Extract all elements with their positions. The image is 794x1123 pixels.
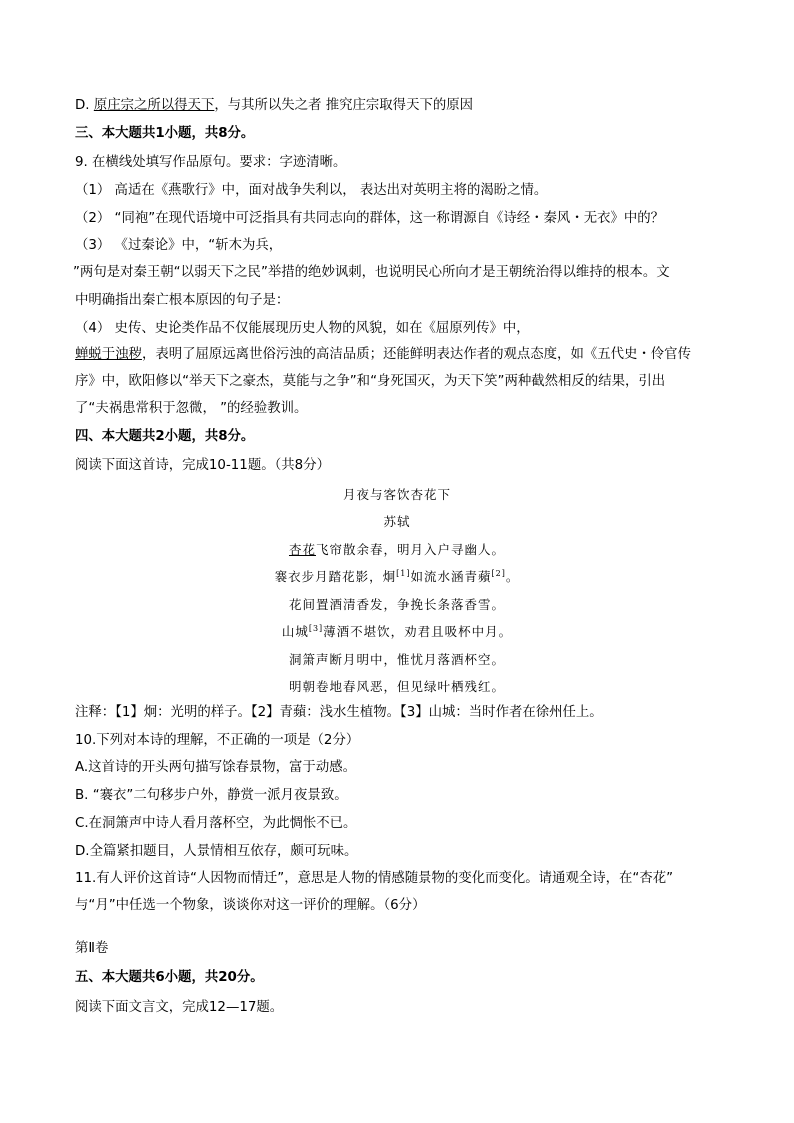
question-11: 11.有人评价这首诗“人因物而情迁”，意思是人物的情感随景物的变化而变化。请通观全诗，在“杏花” [75, 871, 674, 886]
option-text: ，与其所以失之者 推究庄宗取得天下的原因 [214, 98, 474, 113]
poem-author: 苏轼 [383, 514, 411, 529]
question-10: 10.下列对本诗的理解，不正确的一项是（2分） [75, 733, 360, 748]
poem-notes: 注释：【1】炯：光明的样子。【2】青蘋：浅水生植物。【3】山城：当时作者在徐州任上。 [75, 705, 603, 720]
question-9-4-cont3: 了“夫祸患常积于忽微， ”的经验教训。 [75, 401, 308, 416]
underlined-text: 原庄宗之所以得天下 [93, 98, 215, 113]
volume-2-heading: 第Ⅱ卷 [75, 941, 109, 956]
question-9-4-cont2: 序》中，欧阳修以“举天下之豪杰，莫能与之争”和“身死国灭，为天下笑”两种截然相反的结果，引出 [75, 374, 666, 389]
poem-line-3: 花间置酒清香发，争挽长条落香雪。 [288, 597, 505, 612]
poem-text: 山城 [281, 624, 309, 639]
section-3-heading: 三、本大题共1小题，共8分。 [75, 126, 255, 141]
poem-text: 飞帘散余春，明月入户寻幽人。 [316, 542, 506, 557]
question-text: ，表明了屈原远离世俗污浊的高洁品质；还能鲜明表达作者的观点态度，如《五代史・伶官传 [141, 347, 691, 362]
poem-text: 薄酒不堪饮，劝君且吸杯中月。 [323, 624, 513, 639]
question-10-option-d: D.全篇紧扣题目，人景情相互依存，颇可玩味。 [75, 844, 358, 859]
poem-line-2 [0, 567, 794, 587]
question-9: 9. 在横线处填写作品原句。要求：字迹清晰。 [75, 155, 347, 170]
option-letter: D. [75, 98, 94, 113]
underlined-text: 杏花 [288, 542, 316, 557]
question-11-cont: 与“月”中任选一个物象，谈谈你对这一评价的理解。（6分） [75, 898, 426, 913]
underlined-text: 蝉蜕于浊秽 [75, 347, 142, 362]
poem-line-6: 明朝卷地春风恶，但见绿叶栖残红。 [288, 679, 505, 694]
question-9-2: （2） “同袍”在现代语境中可泛指具有共同志向的群体，这一称谓源自《诗经・秦风・无衣》中的？ [75, 211, 665, 226]
poem-line-4 [0, 622, 794, 642]
poem-line-5: 洞箫声断月明中，惟忧月落酒杯空。 [288, 652, 505, 667]
reading-instruction-1: 阅读下面这首诗，完成10-11题。（共8分） [75, 458, 330, 473]
poem-text: 。 [505, 569, 520, 584]
question-9-3-cont2: 中明确指出秦亡根本原因的句子是： [75, 293, 290, 308]
question-9-4: （4） 史传、史论类作品不仅能展现历史人物的风貌，如在《屈原列传》中， [75, 321, 530, 336]
question-10-option-a: A.这首诗的开头两句描写馀春景物，富于动感。 [75, 760, 356, 775]
footnote-mark: [3] [308, 623, 324, 633]
question-10-option-c: C.在洞箫声中诗人看月落杯空，为此惆怅不已。 [75, 816, 357, 831]
question-10-option-b: B. “褰衣”二句移步户外，静赏一派月夜景致。 [75, 788, 348, 803]
footnote-mark: [1] [396, 568, 411, 578]
question-9-3: （3） 《过秦论》中，“斩木为兵， [75, 238, 283, 253]
question-9-3-cont: ”两句是对秦王朝“以弱天下之民”举措的绝妙讽刺，也说明民心所向才是王朝统治得以维持的根本。文 [73, 265, 670, 280]
footnote-mark: [2] [491, 568, 506, 578]
poem-text: 如流水涵青蘋 [410, 569, 492, 584]
section-5-heading: 五、本大题共6小题，共20分。 [75, 970, 264, 985]
section-4-heading: 四、本大题共2小题，共8分。 [75, 429, 255, 444]
question-9-1: （1） 高适在《燕歌行》中，面对战争失利以， 表达出对英明主将的渴盼之情。 [75, 183, 548, 198]
poem-line-1 [0, 540, 794, 560]
question-9-4-cont [75, 345, 691, 365]
poem-title: 月夜与客饮杏花下 [342, 487, 451, 502]
option-d-line [75, 96, 473, 116]
poem-text: 褰衣步月踏花影，炯 [274, 569, 397, 584]
reading-instruction-2: 阅读下面文言文，完成12—17题。 [75, 1000, 284, 1015]
